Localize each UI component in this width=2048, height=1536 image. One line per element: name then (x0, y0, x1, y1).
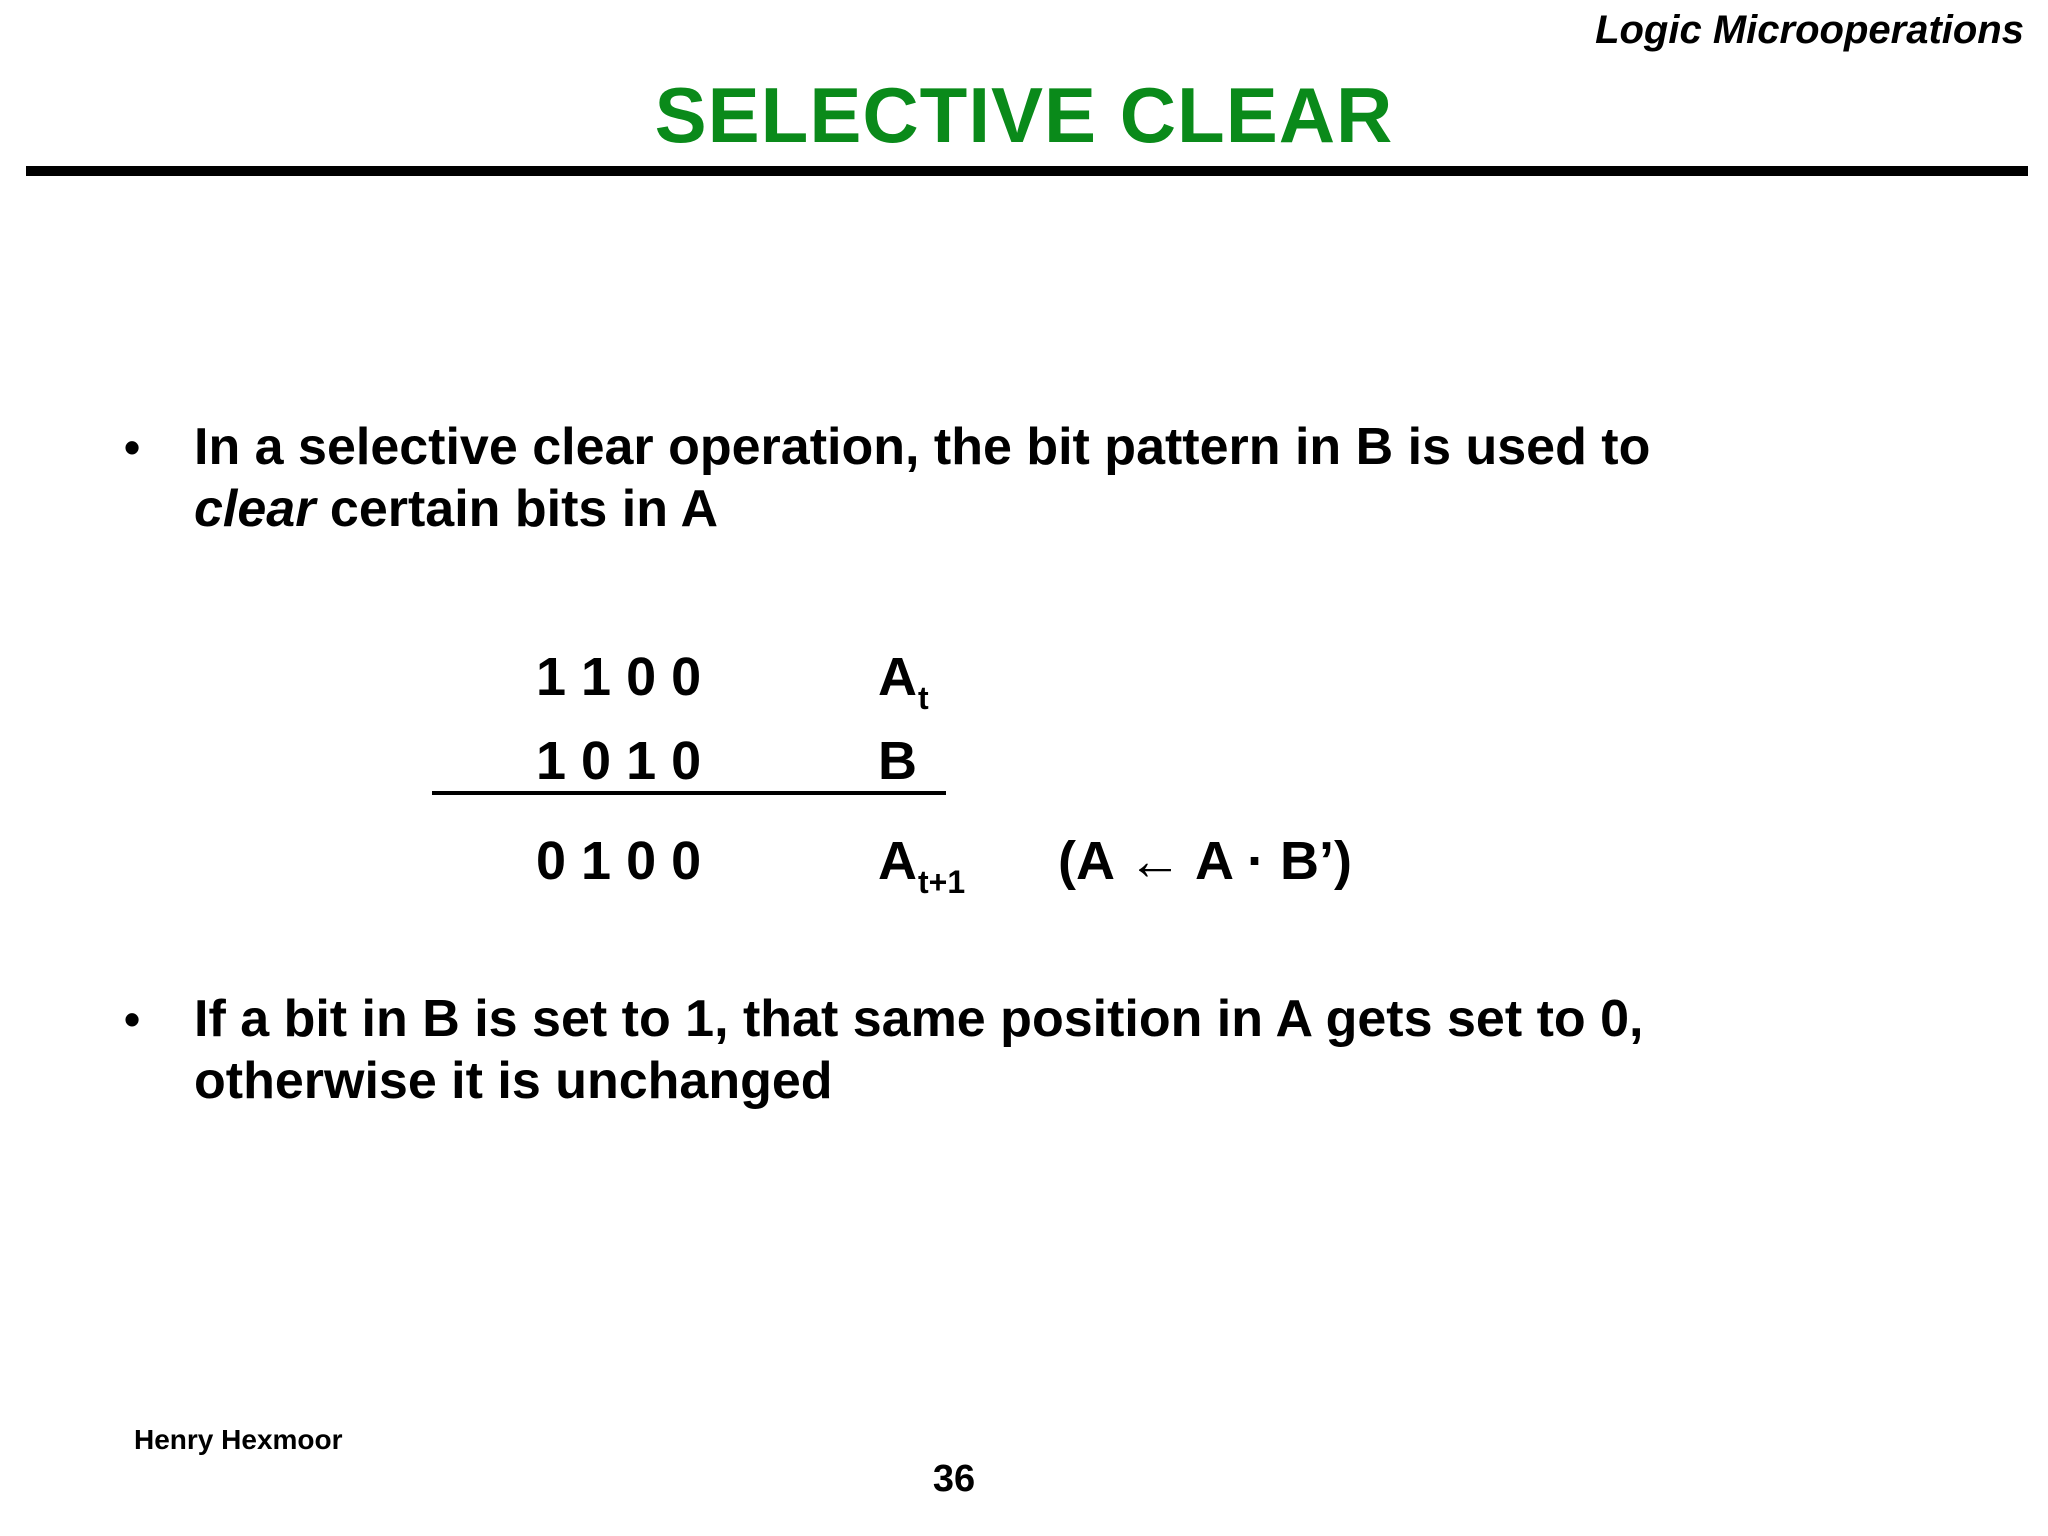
example-symbol-row-3 (878, 830, 966, 900)
bullet-text (194, 416, 1934, 540)
emphasis-word: clear (194, 480, 316, 538)
slide-title: SELECTIVE CLEAR (654, 71, 1394, 159)
example-symbol-row-1 (878, 646, 929, 716)
bullet-text (194, 988, 1934, 1112)
bullet-line: In a selective clear operation, the bit pattern in B is used to (194, 418, 1651, 476)
example-bits-row-3: 0 1 0 0 (536, 831, 702, 891)
example-divider (432, 791, 946, 795)
bullet-line: If a bit in B is set to 1, that same position in A gets set to 0, (194, 990, 1644, 1048)
page-number: 36 (932, 1458, 976, 1500)
bullet-dot: • (124, 421, 141, 473)
header-topic: Logic Microoperations (1595, 8, 2024, 52)
example-formula: (A ← A · B’) (1058, 831, 1352, 891)
bullet-dot: • (124, 993, 141, 1045)
example-bits-row-2: 1 0 1 0 (536, 731, 702, 791)
symbol: A (878, 831, 917, 891)
bullet-line: otherwise it is unchanged (194, 1052, 833, 1110)
example-symbol-row-2 (878, 730, 918, 792)
symbol-subscript: t (918, 680, 929, 716)
title-divider (26, 166, 2028, 176)
symbol: A (878, 647, 917, 707)
example-bits-row-1: 1 1 0 0 (536, 647, 702, 707)
bullet-line: certain bits in A (315, 480, 719, 538)
footer-author: Henry Hexmoor (134, 1424, 343, 1455)
symbol-subscript: t+1 (918, 864, 966, 900)
symbol: B (878, 731, 917, 791)
